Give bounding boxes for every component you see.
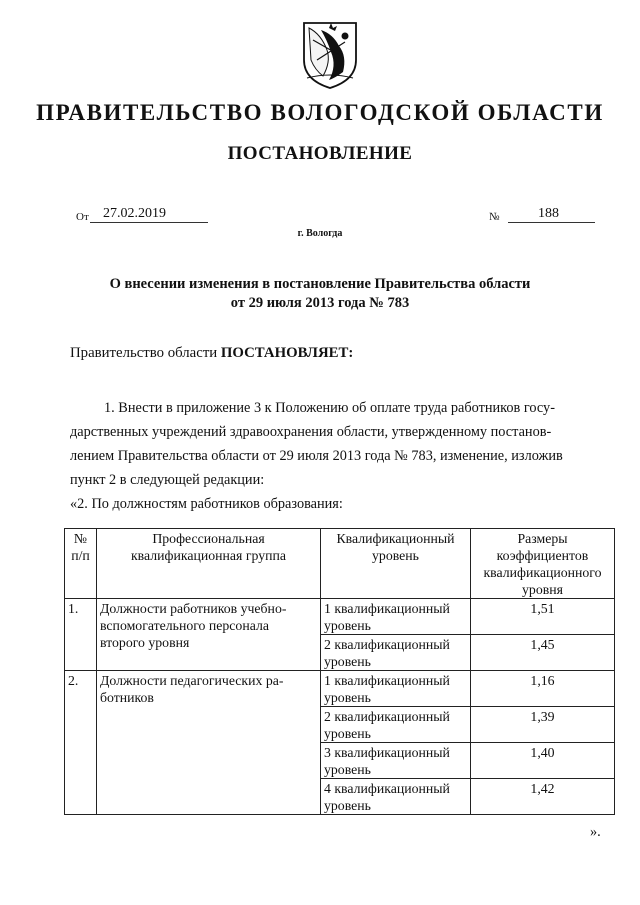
closing-quote: ».: [590, 824, 601, 840]
paragraph-1-line-3: лением Правительства области от 29 июля 2013 года № 783, изменение, изложив: [70, 448, 563, 464]
group-name: Должности педагогических ра-ботников: [97, 671, 321, 815]
number-prefix: №: [489, 211, 500, 223]
group-number: 2.: [65, 671, 97, 815]
date-prefix: От: [76, 211, 89, 223]
document-date: 27.02.2019: [103, 206, 166, 221]
level-cell: 3 квалификационный уровень: [321, 743, 471, 779]
group-number: 1.: [65, 599, 97, 671]
paragraph-1-line-1: 1. Внести в приложение 3 к Положению об оплате труда работников госу-: [104, 400, 555, 416]
government-title: ПРАВИТЕЛЬСТВО ВОЛОГОДСКОЙ ОБЛАСТИ: [36, 100, 604, 125]
header-coef: Размеры коэффициентов квалификационного уровня: [471, 529, 615, 599]
coef-cell: 1,40: [471, 743, 615, 779]
coef-cell: 1,45: [471, 635, 615, 671]
header-num: № п/п: [65, 529, 97, 599]
coef-cell: 1,51: [471, 599, 615, 635]
intro-decree-word: ПОСТАНОВЛЯЕТ:: [220, 345, 354, 361]
table-header-row: [65, 529, 615, 599]
paragraph-1-line-2: дарственных учреждений здравоохранения области, утвержденному постанов-: [70, 424, 552, 440]
document-title-line-2: от 29 июля 2013 года № 783: [230, 295, 410, 311]
level-cell: 4 квалификационный уровень: [321, 779, 471, 815]
table-row: [65, 671, 615, 707]
document-type: ПОСТАНОВЛЕНИЕ: [227, 143, 413, 164]
coef-cell: 1,42: [471, 779, 615, 815]
document-number: 188: [538, 206, 559, 221]
paragraph-2: «2. По должностям работников образования:: [70, 496, 343, 512]
level-cell: 1 квалификационный уровень: [321, 671, 471, 707]
vologda-coat-of-arms-icon: [301, 20, 359, 90]
intro-line: [70, 342, 353, 365]
paragraph-1-line-4: пункт 2 в следующей редакции:: [70, 472, 265, 488]
coef-cell: 1,16: [471, 671, 615, 707]
qualification-table: [64, 528, 615, 815]
level-cell: 2 квалификационный уровень: [321, 635, 471, 671]
group-name: Должности работников учебно-вспомогательного персонала второго уровня: [97, 599, 321, 671]
header-level: Квалификационный уровень: [321, 529, 471, 599]
document-title-line-1: О внесении изменения в постановление Правительства области: [109, 276, 531, 292]
header-group: Профессиональная квалификационная группа: [97, 529, 321, 599]
level-cell: 2 квалификационный уровень: [321, 707, 471, 743]
table-row: [65, 599, 615, 635]
level-cell: 1 квалификационный уровень: [321, 599, 471, 635]
intro-text: Правительство области: [70, 345, 221, 361]
number-field: [508, 206, 595, 223]
city: г. Вологда: [297, 228, 343, 239]
date-field: [90, 206, 208, 223]
coef-cell: 1,39: [471, 707, 615, 743]
